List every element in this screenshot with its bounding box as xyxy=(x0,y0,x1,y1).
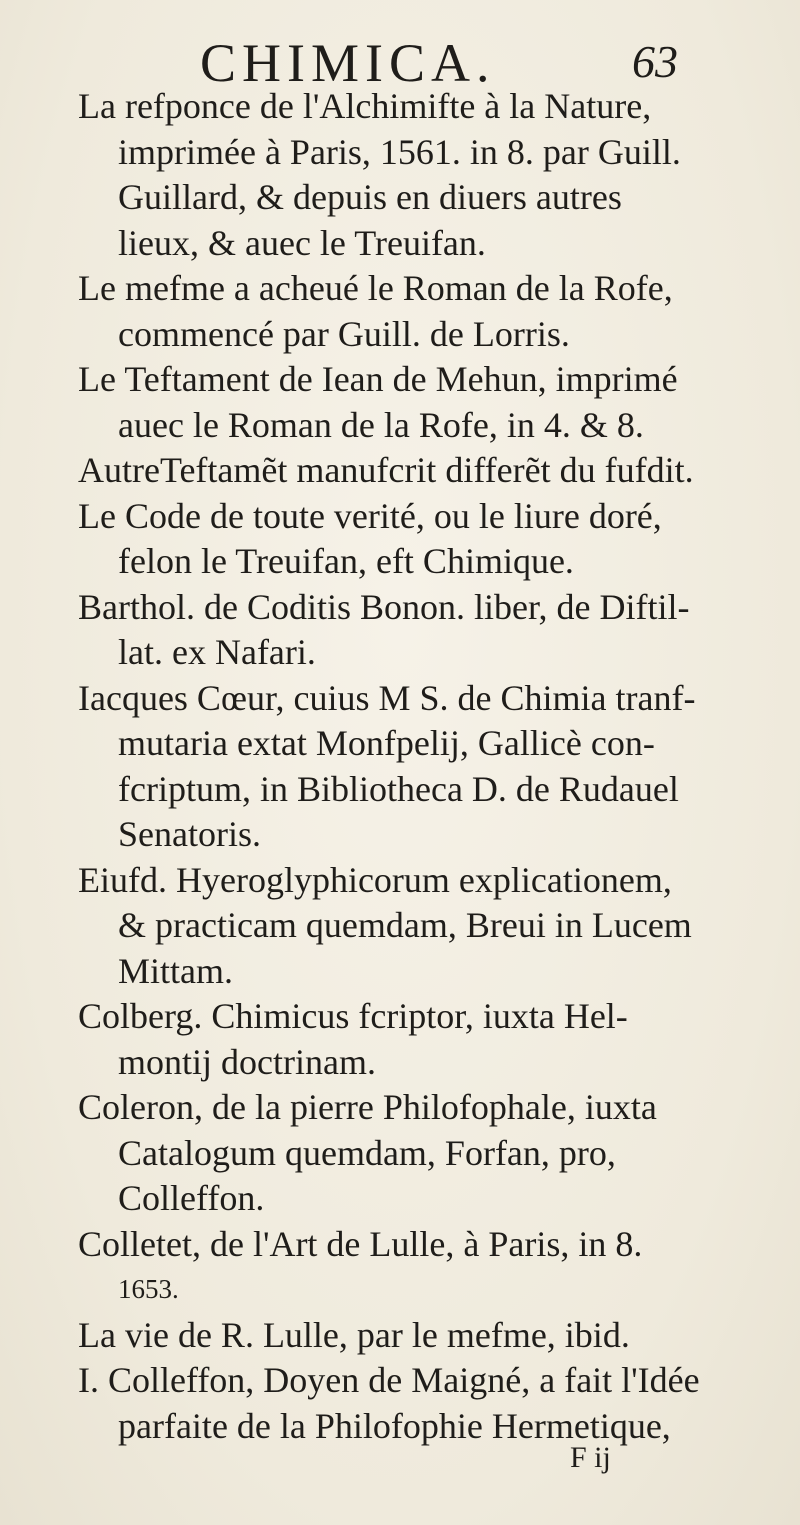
entry-line: Le mefme a acheué le Roman de la Rofe, xyxy=(78,268,673,308)
entry-line: Guillard, & depuis en diuers autres xyxy=(118,177,622,217)
bibliography-entries xyxy=(78,84,728,1449)
entry-line: Mittam. xyxy=(118,950,233,991)
entry-line: Catalogum quemdam, Forfan, pro, xyxy=(118,1132,616,1173)
entry-line: AutreTeftamẽt manufcrit differẽt du fufdit. xyxy=(78,450,694,490)
entry-line: Senatoris. xyxy=(118,814,261,854)
entry-line: La refponce de l'Alchimifte à la Nature, xyxy=(78,86,652,126)
entry-line: auec le Roman de la Rofe, in 4. & 8. xyxy=(118,404,644,445)
entry-barthol xyxy=(78,585,728,676)
entry-line: Colberg. Chimicus fcriptor, iuxta Hel- xyxy=(78,996,628,1036)
entry-autre-testament xyxy=(78,448,728,494)
entry-line: Colleffon. xyxy=(118,1178,265,1218)
entry-coleron xyxy=(78,1085,728,1222)
entry-alchimiste xyxy=(78,84,728,266)
page-number: 63 xyxy=(632,36,678,87)
entry-eiusd xyxy=(78,858,728,995)
entry-line: Colletet, de l'Art de Lulle, à Paris, in 8. xyxy=(78,1223,643,1264)
entry-colleson xyxy=(78,1358,728,1449)
entry-roman-rose xyxy=(78,266,728,357)
entry-line: Iacques Cœur, cuius M S. de Chimia tranf- xyxy=(78,677,696,718)
entry-line: & practicam quemdam, Breui in Lucem xyxy=(118,905,692,945)
entry-colletet xyxy=(78,1222,728,1313)
entry-line: La vie de R. Lulle, par le mefme, ibid. xyxy=(78,1314,630,1355)
entry-line: imprimée à Paris, 1561. in 8. par Guill. xyxy=(118,131,681,172)
entry-line: I. Colleffon, Doyen de Maigné, a fait l'Idée xyxy=(78,1360,700,1400)
entry-colberg xyxy=(78,994,728,1085)
entry-vie-lulle xyxy=(78,1313,728,1359)
entry-testament-mehun xyxy=(78,357,728,448)
entry-line: Le Code de toute verité, ou le liure doré, xyxy=(78,495,662,536)
entry-year: 1653. xyxy=(118,1274,179,1304)
entry-jacques-coeur xyxy=(78,676,728,858)
entry-line: mutaria extat Monfpelij, Gallicè con- xyxy=(118,723,655,763)
entry-line: lieux, & auec le Treuifan. xyxy=(118,222,486,263)
entry-code-verite xyxy=(78,494,728,585)
entry-line: lat. ex Nafari. xyxy=(118,632,316,672)
entry-line: Coleron, de la pierre Philofophale, iuxta xyxy=(78,1087,657,1127)
running-title: CHIMICA. xyxy=(200,33,496,93)
entry-line: Barthol. de Coditis Bonon. liber, de Diftil- xyxy=(78,586,690,627)
entry-line: fcriptum, in Bibliotheca D. de Rudauel xyxy=(118,768,679,809)
entry-line: parfaite de la Philofophie Hermetique, xyxy=(118,1405,671,1446)
entry-line: commencé par Guill. de Lorris. xyxy=(118,313,570,354)
entry-line: Eiufd. Hyeroglyphicorum explicationem, xyxy=(78,859,672,900)
signature-mark: F ij xyxy=(570,1441,611,1474)
entry-line: felon le Treuifan, eft Chimique. xyxy=(118,541,574,581)
entry-line: montij doctrinam. xyxy=(118,1041,376,1082)
entry-line: Le Teftament de Iean de Mehun, imprimé xyxy=(78,359,678,399)
